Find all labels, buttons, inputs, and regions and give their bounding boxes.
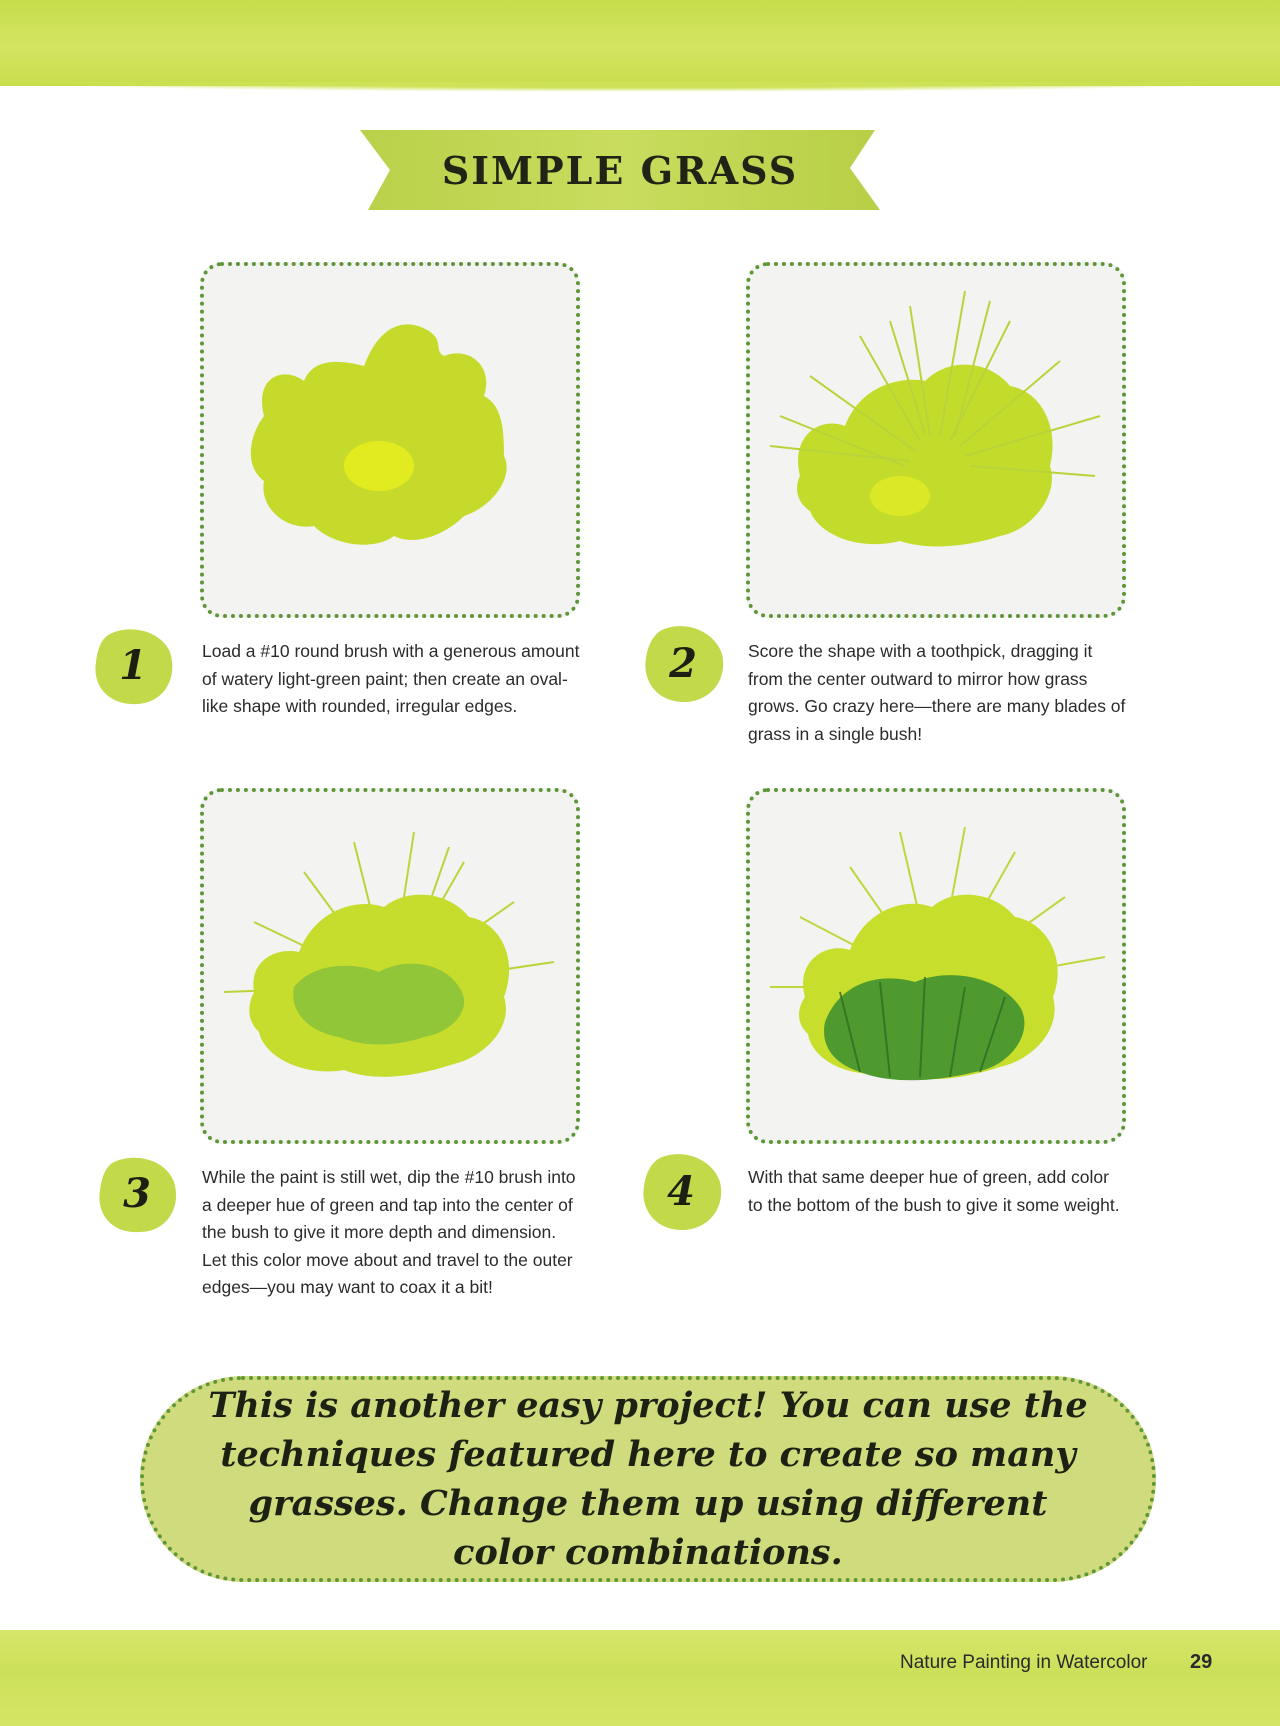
tip-callout (140, 1376, 1156, 1582)
step-3-badge (94, 1150, 180, 1236)
step-4-number: 4 (667, 1167, 695, 1215)
title-banner (360, 126, 880, 214)
step-2-text: Score the shape with a toothpick, dragging it from the center outward to mirror how grass grows. Go crazy here—there are many blades of grass in a single bush! (748, 641, 1126, 744)
step-1-badge (90, 622, 176, 708)
step-2-badge (640, 620, 726, 706)
step-1-text: Load a #10 round brush with a generous amount of watery light-green paint; then create an oval-like shape with rounded, irregular edges. (202, 641, 580, 716)
grass-blob-1 (204, 266, 580, 618)
grass-blob-2 (750, 266, 1126, 618)
grass-blob-3 (204, 792, 580, 1144)
step-1-illustration (200, 262, 580, 618)
step-4-illustration (746, 788, 1126, 1144)
footer-page-number: 29 (1190, 1651, 1213, 1673)
top-watercolor-band (0, 0, 1280, 86)
bottom-watercolor-band (0, 1630, 1280, 1726)
step-1-number: 1 (119, 641, 147, 689)
grass-blob-4 (750, 792, 1126, 1144)
step-3-text: While the paint is still wet, dip the #10 brush into a deeper hue of green and tap into the center of the bush to give it more depth and dimension. Let this color move about and travel to the outer edges—you may want to coax it a bit! (202, 1167, 576, 1297)
step-2-illustration (746, 262, 1126, 618)
step-3-number: 3 (123, 1169, 151, 1217)
page-title: SIMPLE GRASS (441, 147, 799, 193)
step-3-illustration (200, 788, 580, 1144)
tip-callout-text: This is another easy project! You can use the techniques featured here to create so many grasses. Change them up using different color combinations. (208, 1385, 1088, 1573)
step-4-badge (638, 1148, 724, 1234)
footer-book-title: Nature Painting in Watercolor (900, 1652, 1148, 1673)
step-4-text: With that same deeper hue of green, add color to the bottom of the bush to give it some weight. (748, 1167, 1120, 1215)
step-2-number: 2 (669, 639, 697, 687)
